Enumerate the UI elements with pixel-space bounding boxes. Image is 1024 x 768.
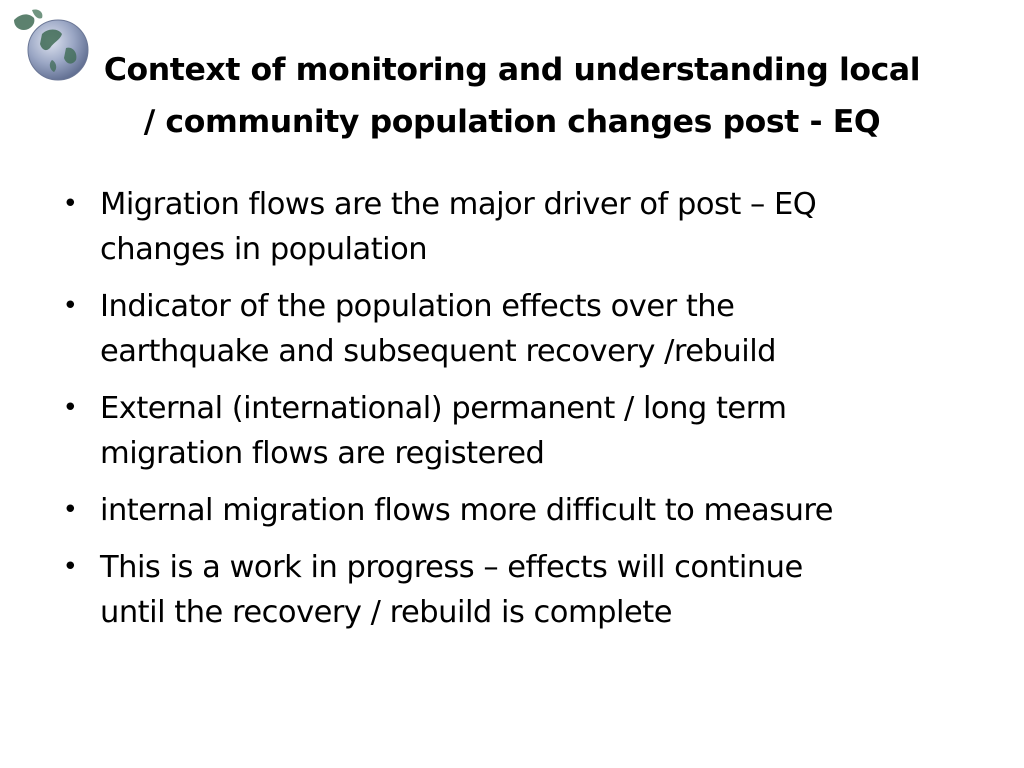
bullet-item [60,182,1010,272]
bullet-icon: • [62,189,78,219]
bullet-item [60,488,1010,533]
bullet-list [60,182,1010,647]
bullet-item [60,284,1010,374]
bullet-text-line: Indicator of the population effects over the [100,289,735,324]
bullet-icon: • [62,393,78,423]
bullet-text-line: External (international) permanent / long term [100,391,787,426]
bullet-icon: • [62,552,78,582]
bullet-icon: • [62,495,78,525]
bullet-text-line: earthquake and subsequent recovery /rebuild [100,334,777,369]
bullet-text-line: until the recovery / rebuild is complete [100,595,672,630]
slide-title-line: / community population changes post - EQ [143,104,881,140]
bullet-text-line: This is a work in progress – effects will continue [100,550,803,585]
bullet-text-line: Migration flows are the major driver of post – EQ [100,187,817,222]
slide-title-line: Context of monitoring and understanding local [103,52,921,88]
bullet-text-line: migration flows are registered [100,436,545,471]
bullet-text-line: changes in population [100,232,428,267]
bullet-text-line: internal migration flows more difficult to measure [100,493,834,528]
bullet-item [60,386,1010,476]
slide-title [60,44,964,148]
bullet-item [60,545,1010,635]
bullet-icon: • [62,291,78,321]
